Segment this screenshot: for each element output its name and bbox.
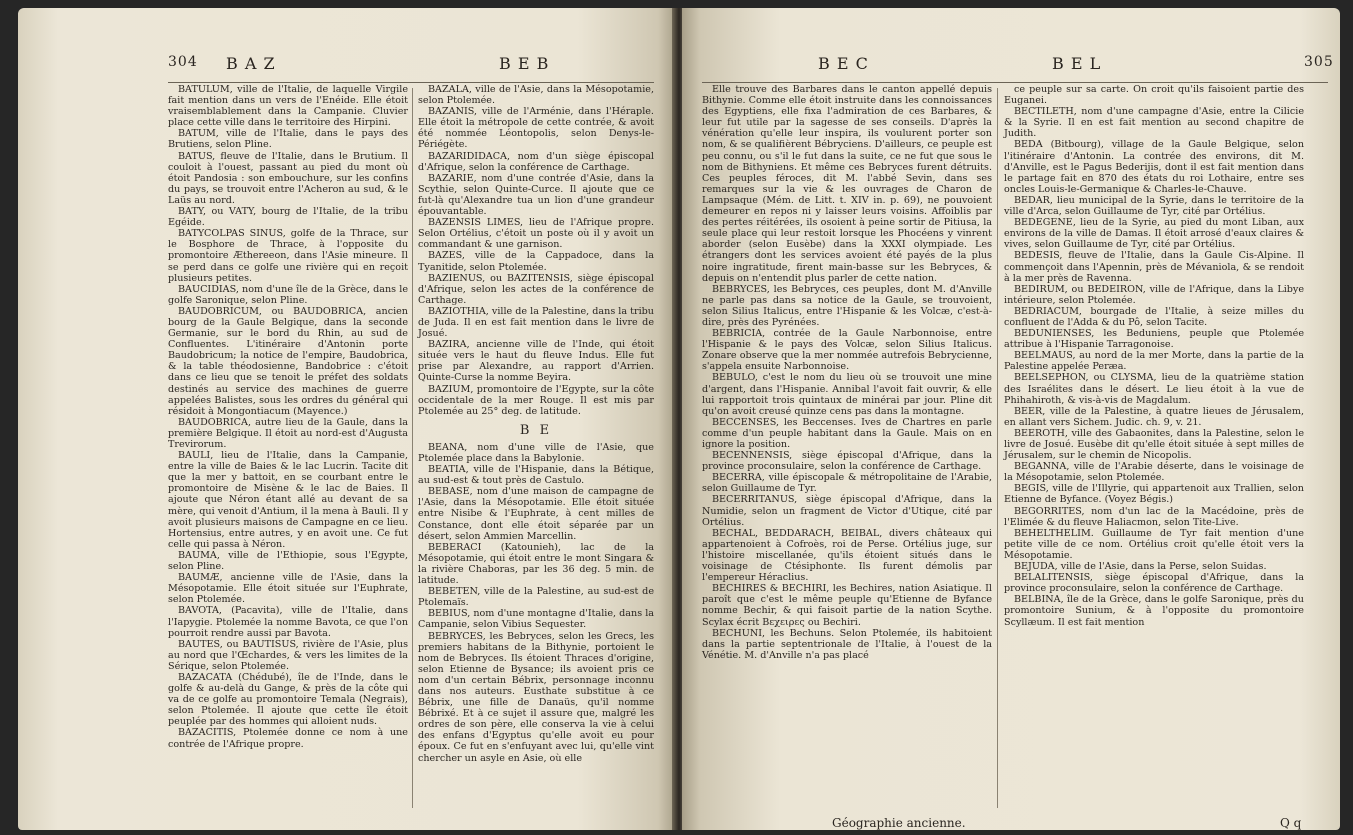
entry: BEBRYCES, les Bebryces, ces peuples, dont M. d'Anville ne parle pas dans sa notice de la Gaule, se trouvoient, selon Silius Italicus, entre l'Hispanie & les Volcæ, c'est-à-dire, près des Pyrénées. — [702, 283, 992, 328]
entry: BEHELTHELIM. Guillaume de Tyr fait mention d'une petite ville de ce nom. Ortélius croit qu'elle étoit vers la Mésopotamie. — [1004, 527, 1304, 561]
column-divider — [412, 88, 413, 808]
entry: BELALITENSIS, siège épiscopal d'Afrique, dans la province proconsulaire, selon la conférence de Carthage. — [1004, 572, 1304, 595]
entry: BEDAR, lieu municipal de la Syrie, dans le territoire de la ville d'Arca, selon Guillaume de Tyr, cité par Ortélius. — [1004, 194, 1304, 218]
entry: BEDUNIENSES, les Beduniens, peuple que Ptolemée attribue à l'Hispanie Tarragonoise. — [1004, 328, 1304, 351]
entry: BECHIRES & BECHIRI, les Bechires, nation Asiatique. Il paroît que c'est le même peuple qu'Etienne de Byfance nomme Bechir, & qui faisoit partie de la nation Scythe. Scylax écrit Βεχειρες ou Bechiri. — [702, 583, 992, 628]
footer-catchword: Géographie ancienne. — [832, 816, 966, 830]
entry: BEELMAUS, au nord de la mer Morte, dans la partie de la Palestine appelée Peræa. — [1004, 350, 1304, 373]
entry: BEDEGENE, lieu de la Syrie, au pied du mont Liban, aux environs de la ville de Damas. Il étoit arrosé d'eaux claires & vives, selon Guillaume de Tyr, cité par Ortélius. — [1004, 217, 1304, 251]
entry: ce peuple sur sa carte. On croit qu'ils faisoient partie des Euganei. — [1004, 84, 1304, 107]
entry: BAUDOBRICUM, ou BAUDOBRICA, ancien bourg de la Gaule Belgique, dans la seconde Germanie, sur le bord du Rhin, au sud de Confluentes. L'itinéraire d'Antonin porte Baudobricum; la notice de l'empire, Baudobrica, & la table théodosienne, Bandobrice : c'étoit dans ce lieu que se tenoit le préfet des soldats destinés au service des machines de guerre appelées Balistes, sous les ordres du général qui résidoit à Mongontiacum (Mayence.) — [168, 305, 408, 417]
entry: BEBRICIA, contrée de la Gaule Narbonnoise, entre l'Hispanie & le pays des Volcæ, selon Silius Italicus. Zonare observe que la mer nommée autrefois Bebrycienne, s'appela ensuite Narbonnoise. — [702, 328, 992, 373]
left-page — [18, 8, 676, 830]
entry: BECTILETH, nom d'une campagne d'Asie, entre la Cilicie & la Syrie. Il en est fait mention au second chapitre de Judith. — [1004, 106, 1304, 140]
running-head-right-col1: B E C — [818, 54, 869, 73]
entry: BEBIUS, nom d'une montagne d'Italie, dans la Campanie, selon Vibius Sequester. — [418, 608, 654, 631]
entry: BAZARIDIDACA, nom d'un siège épiscopal d'Afrique, selon la conférence de Carthage. — [418, 150, 654, 173]
entry: BAUTES, ou BAUTISUS, rivière de l'Asie, plus au nord que l'Œchardes, & vers les limites de la Sérique, selon Ptolemée. — [168, 638, 408, 672]
entry: BEDESIS, fleuve de l'Italie, dans la Gaule Cis-Alpine. Il commençoit dans l'Apennin, près de Mévaniola, & se rendoit à la mer près de Ravenna. — [1004, 250, 1304, 284]
entry: BEATIA, ville de l'Hispanie, dans la Bétique, au sud-est & tout près de Castulo. — [418, 464, 654, 487]
signature-mark: Q q — [1280, 816, 1302, 830]
entry: BATUS, fleuve de l'Italie, dans le Brutium. Il couloit à l'ouest, passant au pied du mont où étoit Pandosia : son embouchure, sur les confins du pays, se trouvoit entre l'Acheron au sud, & le Laüs au nord. — [168, 150, 408, 206]
entry: BAVOTA, (Pacavita), ville de l'Italie, dans l'Iapygie. Ptolemée la nomme Bavota, ce que l'on pourroit rendre aussi par Bavota. — [168, 605, 408, 639]
entry: BEGORRITES, nom d'un lac de la Macédoine, près de l'Elimée & du fleuve Haliacmon, selon Tite-Live. — [1004, 505, 1304, 528]
entry: BAZIRA, ancienne ville de l'Inde, qui étoit située vers le haut du fleuve Indus. Elle fut prise par Alexandre, au rapport d'Arrien. Quinte-Curse la nomme Beyira. — [418, 339, 654, 384]
entry: BAZIUM, promontoire de l'Egypte, sur la côte occidentale de la mer Rouge. Il est mis par Ptolemée au 25° deg. de latitude. — [418, 383, 654, 417]
entry: BEBRYCES, les Bebryces, selon les Grecs, les premiers habitans de la Bithynie, portoient le nom de Bebryces. Ils étoient Thraces d'origine, selon Etienne de Bysance; ils avoient pris ce nom d'un certain Bébrix, personnage inconnu dans nos auteurs. Eusthate substitue à ce Bébrix, une fille de Danaüs, qu'il nomme Bébrixé. Et à ce sujet il assure que, malgré les ordres de son père, elle conserva la vie à celui des enfans d'Egyptus qu'elle avoit eu pour époux. Ce fut en s'enfuyant avec lui, qu'elle vint chercher un asyle en Asie, où elle — [418, 630, 654, 764]
entry: BEBETEN, ville de la Palestine, au sud-est de Ptolemaïs. — [418, 586, 654, 609]
entry: BEER, ville de la Palestine, à quatre lieues de Jérusalem, en allant vers Sichem. Judic. ch. 9, v. 21. — [1004, 405, 1304, 428]
entry: BEBERACI (Katounieh), lac de la Mésopotamie, qui étoit entre le mont Singara & la rivière Chaboras, par les 36 deg. 5 min. de latitude. — [418, 541, 654, 587]
entry: BEGIS, ville de l'Illyrie, qui appartenoit aux Trallien, selon Etienne de Byfance. (Voyez Bégis.) — [1004, 483, 1304, 506]
entry: BATULUM, ville de l'Italie, de laquelle Virgile fait mention dans un vers de l'Enéide. Elle étoit vraisemblablement dans la Campanie. Cluvier place cette ville dans le territoire des Hirpini. — [168, 84, 408, 129]
entry: BAZENSIS LIMES, lieu de l'Afrique propre. Selon Ortélius, c'étoit un poste où il y avoit un commandant & une garnison. — [418, 217, 654, 251]
entry: BAZANIS, ville de l'Arménie, dans l'Héraple. Elle étoit la métropole de cette contrée, & avoit été nommée Léontopolis, selon Denys-le-Périégète. — [418, 106, 654, 151]
entry: BAUDOBRICA, autre lieu de la Gaule, dans la première Belgique. Il étoit au nord-est d'Augusta Trevirorum. — [168, 416, 408, 450]
entry: BEANA, nom d'une ville de l'Asie, que Ptolemée place dans la Babylonie. — [418, 441, 654, 464]
page-number-right: 305 — [1304, 54, 1334, 70]
entry: BAZALA, ville de l'Asie, dans la Mésopotamie, selon Ptolemée. — [418, 84, 654, 107]
entry: BAZACATA (Chédubé), île de l'Inde, dans le golfe & au-delà du Gange, & près de la côte qui va de ce golfe au promontoire Temala (Negrais), selon Ptolemée. Il ajoute que cette île étoit peuplée par des hommes qui alloient nuds. — [168, 671, 408, 728]
column-2 — [418, 84, 654, 764]
right-page — [682, 8, 1340, 830]
column-4 — [1004, 84, 1304, 628]
header-rule — [702, 82, 1328, 83]
column-3 — [702, 84, 992, 661]
open-book — [18, 8, 1340, 833]
entry: BECERRITANUS, siège épiscopal d'Afrique, dans la Numidie, selon un fragment de Victor d'Utique, cité par Ortélius. — [702, 494, 992, 528]
entry: BAZIOTHIA, ville de la Palestine, dans la tribu de Juda. Il en est fait mention dans le livre de Josué. — [418, 305, 654, 340]
entry: BAZES, ville de la Cappadoce, dans la Tyanitide, selon Ptolemée. — [418, 250, 654, 273]
entry: BEGANNA, ville de l'Arabie déserte, dans le voisinage de la Mésopotamie, selon Ptolemée. — [1004, 461, 1304, 484]
entry: BELBINA, île de la Grèce, dans le golfe Saronique, près du promontoire Sunium, & à l'opposite du promontoire Scyllæum. Il est fait mention — [1004, 594, 1304, 628]
entry: BAUMÆ, ancienne ville de l'Asie, dans la Mésopotamie. Elle étoit située sur l'Euphrate, selon Ptolemée. — [168, 572, 408, 606]
entry: BAULI, lieu de l'Italie, dans la Campanie, entre la ville de Baies & le lac Lucrin. Tacite dit que la mer y battoit, en se courbant entre le promontoire de Misène & le lac de Baies. Il ajoute que Néron étant allé au devant de sa mère, qui venoit d'Antium, il la mena à Bauli. Il y avoit plusieurs maisons de Campagne en ce lieu. Hortensius, entre autres, y en avoit une. Ce fut celle qui passa à Néron. — [168, 450, 408, 550]
entry: BAUCIDIAS, nom d'une île de la Grèce, dans le golfe Saronique, selon Pline. — [168, 283, 408, 306]
entry: BEJUDA, ville de l'Asie, dans la Perse, selon Suidas. — [1014, 561, 1267, 573]
column-1 — [168, 84, 408, 750]
entry: BECERRA, ville épiscopale & métropolitaine de l'Arabie, selon Guillaume de Tyr. — [702, 472, 992, 495]
section-heading: B E — [519, 422, 553, 438]
entry: BEDRIACUM, bourgade de l'Italie, à seize milles du confluent de l'Adda & du Pô, selon Tacite. — [1004, 305, 1304, 328]
running-head-right: B E L — [1052, 54, 1102, 73]
entry: BEBULO, c'est le nom du lieu où se trouvoit une mine d'argent, dans l'Hispanie. Annibal l'avoit fait ouvrir, & elle lui rapportoit trois quintaux de minérai par jour. Pline dit qu'on avoit creusé quinze cens pas dans la montagne. — [702, 372, 992, 417]
entry: BATUM, ville de l'Italie, dans le pays des Brutiens, selon Pline. — [168, 128, 408, 151]
entry: BEDA (Bitbourg), village de la Gaule Belgique, selon l'itinéraire d'Antonin. La contrée des environs, dit M. d'Anville, est le Pagus Bederijis, dont il est fait mention dans le partage fait en 870 des états du roi Lothaire, entre ses oncles Louis-le-Germanique & Charles-le-Chauve. — [1004, 139, 1304, 195]
entry: Elle trouve des Barbares dans le canton appellé depuis Bithynie. Comme elle étoit instruite dans les connoissances des Egyptiens, elle fixa l'admiration de ces Barbares, & leur fut utile par la sagesse de ses conseils. D'après la vénération qu'elle leur inspira, ils voulurent porter son nom, & se qualifièrent Bébryciens. D'ailleurs, ce peuple est peu connu, ou s'il le fut dans la suite, ce ne fut que sous le nom de Bithyniens. Et même ces Bebryces furent détruits. Ces peuples féroces, dit M. l'abbé Sevin, dans ses remarques sur la vie & les ouvrages de Charon de Lampsaque (Mém. de Litt. t. XIV in. p. 69), ne pouvoient demeurer en repos ni y laisser leurs voisins. Affoiblis par des pertes réitérées, ils osoient à peine sortir de Pitiusa, la seule place qui leur restoit lorsque les Phocéens y vinrent aborder (selon Eusèbe) dans la XXXI olympiade. Les étrangers dont les services avoient été payés de la plus noire ingratitude, firent main-basse sur les Bebryces, & depuis on n'entendit plus parler de cette nation. — [702, 84, 992, 284]
entry: BAZARIE, nom d'une contrée d'Asie, dans la Scythie, selon Quinte-Curce. Il ajoute que ce fut-là qu'Alexandre tua un lion d'une grandeur épouvantable. — [418, 172, 654, 218]
entry: BAUMA, ville de l'Ethiopie, sous l'Egypte, selon Pline. — [168, 549, 408, 573]
entry: BATYCOLPAS SINUS, golfe de la Thrace, sur le Bosphore de Thrace, à l'opposite du promontoire Æthereeon, dans l'Asie mineure. Il se perd dans ce golfe une rivière qui en reçoit plusieurs petites. — [168, 228, 408, 284]
entry: BATY, ou VATY, bourg de l'Italie, de la tribu Egéide. — [168, 206, 408, 229]
entry: BEELSEPHON, ou CLYSMA, lieu de la quatrième station des Israélites dans le désert. Le lieu étoit à la vue de Phihahiroth, & vis-à-vis de Magdalum. — [1004, 372, 1304, 406]
header-rule — [168, 82, 654, 83]
entry: BECENNENSIS, siège épiscopal d'Afrique, dans la province proconsulaire, selon la conférence de Carthage. — [702, 450, 992, 473]
entry: BECHUNI, les Bechuns. Selon Ptolemée, ils habitoient dans la partie septentrionale de l'Italie, à l'ouest de la Vénétie. M. d'Anville n'a pas placé — [702, 627, 992, 661]
entry: BEDIRUM, ou BEDEIRON, ville de l'Afrique, dans la Libye intérieure, selon Ptolemée. — [1004, 283, 1304, 306]
entry: BAZIENUS, ou BAZITENSIS, siège épiscopal d'Afrique, selon les actes de la conférence de Carthage. — [418, 272, 654, 306]
entry: BAZACITIS, Ptolemée donne ce nom à une contrée de l'Afrique propre. — [168, 727, 408, 750]
entry: BEBASE, nom d'une maison de campagne de l'Asie, dans la Mésopotamie. Elle étoit située entre Nisibe & l'Euphrate, à cent milles de Constance, dont elle étoit séparée par un désert, selon Ammien Marcellin. — [418, 486, 654, 542]
entry: BECHAL, BEDDARACH, BEIBAL, divers châteaux qui appartenoient à Cofroès, roi de Perse. Ortélius juge, sur l'histoire miscellanée, qu'ils étoient situés dans le voisinage de Ctésiphonte. Ils furent démolis par l'empereur Héraclius. — [702, 527, 992, 584]
running-head-left-col2: B E B — [499, 54, 550, 73]
page-number-left: 304 — [168, 54, 198, 70]
entry: BEEROTH, ville des Gabaonites, dans la Palestine, selon le livre de Josué. Eusèbe dit qu'elle étoit située à sept milles de Jérusalem, sur le chemin de Nicopolis. — [1004, 427, 1304, 462]
running-head-left: B A Z — [226, 54, 276, 73]
column-divider — [997, 88, 998, 808]
entry: BECCENSES, les Beccenses. Ives de Chartres en parle comme d'un peuple habitant dans la Gaule. Mais on en ignore la position. — [702, 416, 992, 450]
